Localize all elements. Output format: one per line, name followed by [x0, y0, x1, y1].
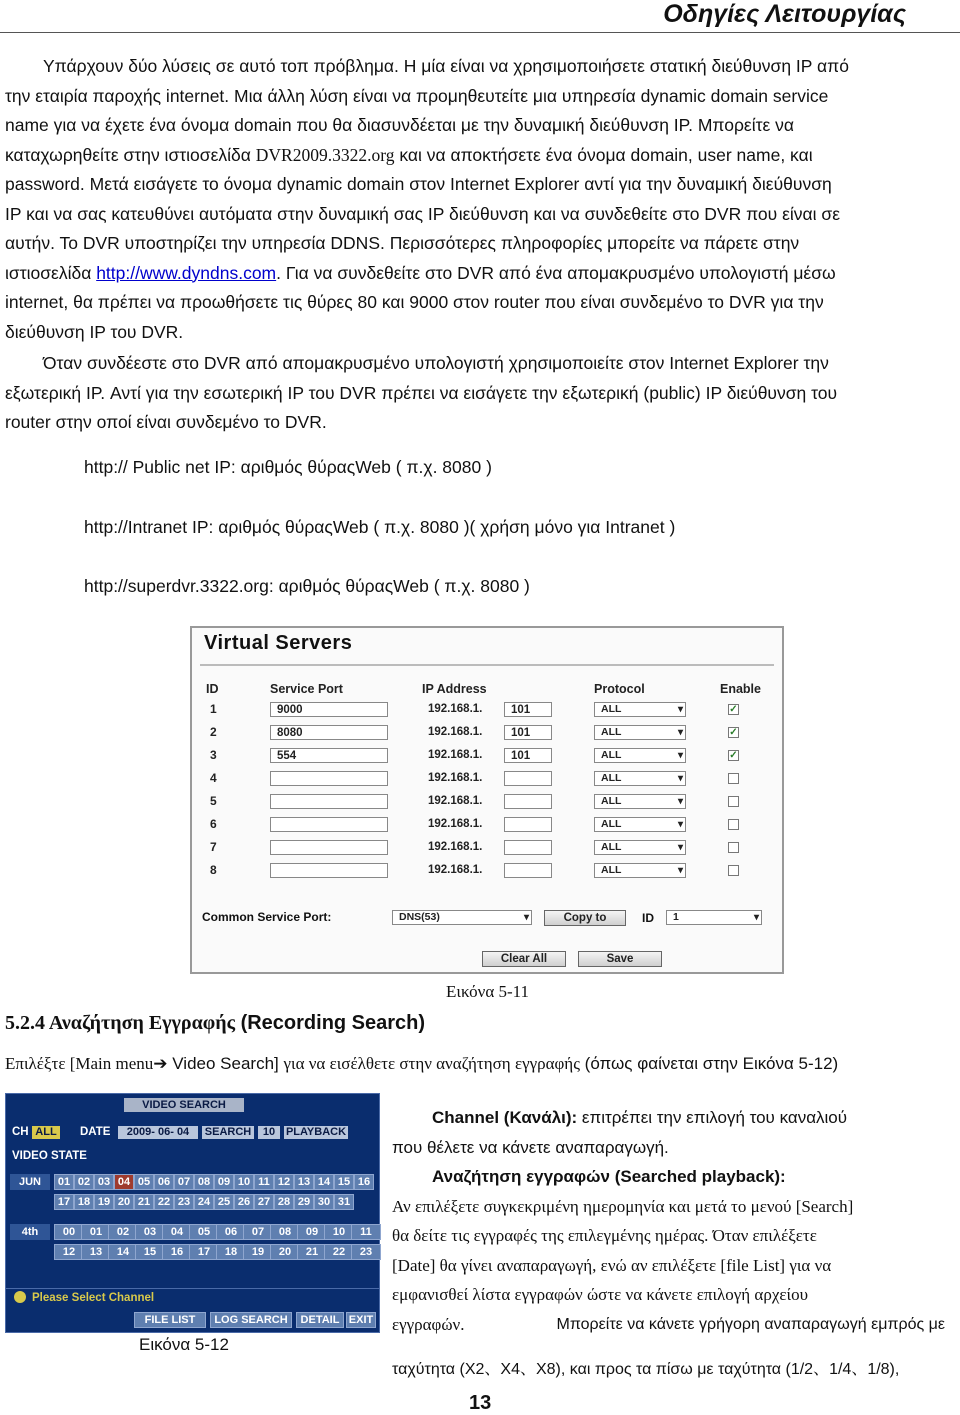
second-paragraph	[5, 349, 958, 438]
row-id: 6	[210, 817, 217, 831]
intro-line: name για να έχετε ένα όνομα domain που θα διασυνδέεται με την δυναμική διεύθυνση IP. Μπορείτε να	[5, 115, 795, 135]
protocol-select[interactable]: ALL ▾	[594, 702, 686, 717]
video-state-label: VIDEO STATE	[12, 1150, 87, 1162]
intro-text: . Για να συνδεθείτε στο DVR από ένα απομακρυσμένο υπολογιστή μέσω	[276, 262, 836, 283]
day-cell[interactable]: 23	[174, 1194, 194, 1210]
hour-cell[interactable]: 17	[189, 1244, 219, 1260]
hour-cell[interactable]: 04	[162, 1224, 192, 1240]
status-text: Please Select Channel	[32, 1292, 155, 1304]
day-cell[interactable]: 24	[194, 1194, 214, 1210]
day-cell[interactable]: 11	[254, 1174, 274, 1190]
url-example: http:// Public net IP: αριθμός θύραςWeb ( π.χ. 8080 )	[84, 457, 492, 477]
day-cell[interactable]: 10	[234, 1174, 254, 1190]
hour-cell[interactable]: 20	[270, 1244, 300, 1260]
intro-line: password. Μετά εισάγετε το όνομα dynamic domain στον Internet Explorer αντί για την δυναμική διεύθυνση	[5, 174, 832, 194]
hour-cell[interactable]: 22	[324, 1244, 354, 1260]
searched-line	[392, 1310, 945, 1340]
right-column-text	[392, 1103, 945, 1339]
row-id: 1	[210, 702, 217, 716]
col-ip-address: IP Address	[422, 682, 487, 696]
day-cell[interactable]: 29	[294, 1194, 314, 1210]
protocol-select[interactable]: ALL ▾	[594, 771, 686, 786]
hour-cell[interactable]: 15	[135, 1244, 165, 1260]
intro-text: καταχωρηθείτε στην ιστιοσελίδα	[5, 144, 256, 165]
ip-last-input[interactable]: 101	[504, 725, 552, 740]
intro-paragraph	[5, 52, 958, 347]
page-header-title: Οδηγίες Λειτουργίας	[663, 0, 906, 28]
row-id: 7	[210, 840, 217, 854]
intro-part: Video Search]	[167, 1054, 284, 1073]
day-cell[interactable]: 17	[54, 1194, 74, 1210]
ip-prefix: 192.168.1.	[428, 841, 483, 853]
hour-cell[interactable]: 09	[297, 1224, 327, 1240]
searched-heading	[392, 1162, 945, 1192]
day-cell[interactable]: 03	[94, 1174, 114, 1190]
hour-field[interactable]: 10	[258, 1126, 280, 1139]
channel-line	[392, 1103, 945, 1133]
col-id: ID	[206, 682, 219, 696]
file-list-button[interactable]: FILE LIST	[134, 1312, 206, 1328]
common-service-port-label: Common Service Port:	[202, 910, 332, 924]
header-divider	[0, 32, 960, 33]
day-cell[interactable]: 05	[134, 1174, 154, 1190]
ip-prefix: 192.168.1.	[428, 703, 483, 715]
figure-caption: Εικόνα 5-11	[446, 982, 530, 1001]
enable-checkbox[interactable]: ✓	[729, 727, 738, 738]
enable-checkbox[interactable]	[728, 865, 739, 876]
day-cell[interactable]: 15	[334, 1174, 354, 1190]
ip-last-input[interactable]	[504, 771, 552, 786]
col-service-port: Service Port	[270, 682, 343, 696]
enable-checkbox[interactable]: ✓	[729, 704, 738, 715]
hour-cell[interactable]: 01	[81, 1224, 111, 1240]
service-port-input[interactable]	[270, 840, 388, 855]
ip-last-input[interactable]: 101	[504, 748, 552, 763]
channel-line: που θέλετε να κάνετε αναπαραγωγή.	[392, 1137, 669, 1157]
section-title-en: (Recording Search)	[235, 1012, 426, 1034]
ip-prefix: 192.168.1.	[428, 795, 483, 807]
hour-cell[interactable]: 13	[81, 1244, 111, 1260]
service-port-input[interactable]: 9000	[270, 702, 388, 717]
dvr-domain: DVR2009.3322.org	[255, 144, 395, 165]
url-example: http://superdvr.3322.org: αριθμός θύραςWeb ( π.χ. 8080 )	[84, 576, 530, 596]
hour-cell[interactable]: 07	[243, 1224, 273, 1240]
day-cell[interactable]: 27	[254, 1194, 274, 1210]
dyndns-link[interactable]: http://www.dyndns.com	[96, 262, 277, 283]
row-id: 3	[210, 748, 217, 762]
searched-text: εγγραφών.	[392, 1314, 465, 1334]
service-port-input[interactable]: 554	[270, 748, 388, 763]
ip-last-input[interactable]	[504, 840, 552, 855]
hour-cell[interactable]: 08	[270, 1224, 300, 1240]
service-port-input[interactable]	[270, 863, 388, 878]
day-cell[interactable]: 21	[134, 1194, 154, 1210]
service-port-input[interactable]	[270, 794, 388, 809]
day-cell[interactable]: 16	[354, 1174, 374, 1190]
day-cell[interactable]: 31	[334, 1194, 354, 1210]
speed-line: ταχύτητα (X2、X4、X8), και προς τα πίσω με ταχύτητα (1/2、1/4、1/8),	[392, 1361, 900, 1378]
exit-button[interactable]: EXIT	[346, 1312, 376, 1328]
searched-line: [Date] θα γίνει αναπαραγωγή, ενώ αν επιλέξετε [file List] για να	[392, 1255, 832, 1275]
searched-line: Αν επιλέξετε συγκεκριμένη ημερομηνία και μετά το μενού [Search]	[392, 1196, 854, 1216]
section-number: 5.2.4	[5, 1012, 49, 1034]
intro-text: και να αποκτήσετε ένα όνομα domain, user name, και	[394, 144, 813, 165]
ip-prefix: 192.168.1.	[428, 864, 483, 876]
ch-label: CH	[12, 1126, 29, 1138]
info-icon	[14, 1291, 26, 1303]
enable-checkbox[interactable]	[728, 842, 739, 853]
intro-line: Υπάρχουν δύο λύσεις σε αυτό τοπ πρόβλημα. Η μία είναι να χρησιμοποιήσετε στατική διεύθυνση IP από	[43, 56, 849, 76]
enable-checkbox[interactable]: ✓	[729, 750, 738, 761]
id-label: ID	[642, 911, 654, 925]
protocol-select[interactable]: ALL ▾	[594, 840, 686, 855]
month-label: JUN	[10, 1174, 50, 1190]
date-field[interactable]: 2009- 06- 04	[118, 1126, 198, 1139]
hour-cell[interactable]: 12	[54, 1244, 84, 1260]
week-label: 4th	[10, 1224, 50, 1240]
ip-prefix: 192.168.1.	[428, 726, 483, 738]
day-cell[interactable]: 04	[114, 1174, 134, 1190]
intro-line: αυτήν. Το DVR υποστηρίζει την υπηρεσία DDNS. Περισσότερες πληροφορίες μπορείτε να πάρετε στην	[5, 233, 800, 253]
row-id: 2	[210, 725, 217, 739]
section-intro	[5, 1054, 838, 1074]
day-cell[interactable]: 25	[214, 1194, 234, 1210]
ip-last-input[interactable]: 101	[504, 702, 552, 717]
day-cell[interactable]: 02	[74, 1174, 94, 1190]
date-label: DATE	[80, 1126, 111, 1138]
ip-prefix: 192.168.1.	[428, 818, 483, 830]
channel-heading: Channel (Κανάλι):	[432, 1108, 582, 1127]
row-id: 4	[210, 771, 217, 785]
section-heading	[5, 1012, 425, 1035]
hour-cell[interactable]: 14	[108, 1244, 138, 1260]
searched-text: Μπορείτε να κάνετε γρήγορη αναπαραγωγή εμπρός με	[556, 1315, 945, 1333]
day-cell[interactable]: 30	[314, 1194, 334, 1210]
day-cell[interactable]: 19	[94, 1194, 114, 1210]
playback-button[interactable]: PLAYBACK	[285, 1126, 347, 1138]
hour-cell[interactable]: 18	[216, 1244, 246, 1260]
video-search-title: VIDEO SEARCH	[124, 1098, 244, 1112]
search-button[interactable]: SEARCH	[202, 1126, 254, 1139]
ip-last-input[interactable]	[504, 817, 552, 832]
protocol-select[interactable]: ALL ▾	[594, 863, 686, 878]
hour-cell[interactable]: 23	[351, 1244, 381, 1260]
ip-prefix: 192.168.1.	[428, 772, 483, 784]
intro-line: internet, θα πρέπει να προωθήσετε τις θύρες 80 και 9000 στον router που είναι συνδεμένο το DVR για την	[5, 292, 824, 312]
clear-all-button[interactable]: Clear All	[482, 951, 566, 967]
common-service-port-select[interactable]: DNS(53) ▾	[392, 910, 532, 925]
intro-line	[5, 141, 958, 171]
ch-select[interactable]: ALL	[32, 1126, 60, 1139]
second-line: εξωτερική IP. Αντί για την εσωτερική IP του DVR πρέπει να εισάγετε την εξωτερική (public) IP διεύθυνση του	[5, 382, 838, 403]
intro-text: ιστιοσελίδα	[5, 262, 97, 283]
hour-cell[interactable]: 11	[351, 1224, 381, 1240]
enable-checkbox[interactable]	[728, 773, 739, 784]
day-cell[interactable]: 28	[274, 1194, 294, 1210]
hour-cell[interactable]: 00	[54, 1224, 84, 1240]
ip-last-input[interactable]	[504, 794, 552, 809]
searched-heading-text: Αναζήτηση εγγραφών (Searched playback):	[432, 1167, 786, 1186]
day-cell[interactable]: 22	[154, 1194, 174, 1210]
copy-to-button[interactable]: Copy to	[544, 910, 626, 926]
save-button[interactable]: Save	[578, 951, 662, 967]
enable-checkbox[interactable]	[728, 819, 739, 830]
day-cell[interactable]: 13	[294, 1174, 314, 1190]
virtual-servers-screenshot	[190, 626, 784, 974]
page-number: 13	[469, 1392, 492, 1414]
channel-text: επιτρέπει την επιλογή του καναλιού	[581, 1108, 848, 1127]
status-divider	[6, 1288, 379, 1289]
id-select[interactable]: 1 ▾	[666, 910, 762, 925]
protocol-select[interactable]: ALL ▾	[594, 794, 686, 809]
hour-cell[interactable]: 03	[135, 1224, 165, 1240]
protocol-select[interactable]: ALL ▾	[594, 748, 686, 763]
ip-prefix: 192.168.1.	[428, 749, 483, 761]
url-example: http://Intranet IP: αριθμός θύραςWeb ( π.χ. 8080 )( χρήση μόνο για Intranet )	[84, 517, 676, 537]
protocol-select[interactable]: ALL ▾	[594, 725, 686, 740]
intro-line	[5, 259, 958, 289]
detail-button[interactable]: DETAIL	[296, 1312, 344, 1328]
virtual-servers-title: Virtual Servers	[204, 632, 353, 654]
hour-cell[interactable]: 05	[189, 1224, 219, 1240]
section-title-greek: Αναζήτηση Εγγραφής	[48, 1012, 236, 1034]
day-cell[interactable]: 12	[274, 1174, 294, 1190]
title-divider	[200, 664, 774, 666]
hour-cell[interactable]: 19	[243, 1244, 273, 1260]
col-enable: Enable	[720, 682, 761, 696]
day-cell[interactable]: 18	[74, 1194, 94, 1210]
day-cell[interactable]: 06	[154, 1174, 174, 1190]
day-cell[interactable]: 26	[234, 1194, 254, 1210]
second-line: Όταν συνδέεστε στο DVR από απομακρυσμένο υπολογιστή χρησιμοποιείτε στον Internet Explorer την	[43, 353, 829, 373]
day-cell[interactable]: 08	[194, 1174, 214, 1190]
searched-line: θα δείτε τις εγγραφές της επιλεγμένης ημέρας. Όταν επιλέξετε	[392, 1226, 817, 1245]
hour-cell[interactable]: 16	[162, 1244, 192, 1260]
video-search-screenshot	[5, 1093, 380, 1333]
hour-cell[interactable]: 21	[297, 1244, 327, 1260]
day-cell[interactable]: 01	[54, 1174, 74, 1190]
log-search-button[interactable]: LOG SEARCH	[210, 1312, 292, 1328]
second-line: router στην οποί είναι συνδεμένο το DVR.	[5, 412, 327, 432]
row-id: 8	[210, 863, 217, 877]
service-port-input[interactable]	[270, 817, 388, 832]
arrow-icon: ➔	[153, 1054, 168, 1073]
searched-line: εμφανισθεί λίστα εγγραφών ώστε να κάνετε επιλογή αρχείου	[392, 1285, 809, 1304]
day-cell[interactable]: 09	[214, 1174, 234, 1190]
intro-line: την εταιρία παροχής internet. Μια άλλη λύση είναι να προμηθευτείτε μια υπηρεσία dynamic domain service	[5, 85, 829, 106]
col-protocol: Protocol	[594, 682, 645, 696]
service-port-input[interactable]	[270, 771, 388, 786]
intro-part: (όπως φαίνεται στην Εικόνα 5-12)	[579, 1054, 839, 1073]
day-cell[interactable]: 14	[314, 1174, 334, 1190]
enable-checkbox[interactable]	[728, 796, 739, 807]
intro-part: για να εισέλθετε στην αναζήτηση εγγραφής	[283, 1054, 580, 1073]
hour-cell[interactable]: 06	[216, 1224, 246, 1240]
hour-cell[interactable]: 02	[108, 1224, 138, 1240]
service-port-input[interactable]: 8080	[270, 725, 388, 740]
intro-line: IP και να σας κατευθύνει αυτόματα στην δυναμική σας IP διεύθυνση και να συνδεθείτε στο DVR που είναι σε	[5, 203, 841, 224]
row-id: 5	[210, 794, 217, 808]
intro-part: Επιλέξτε [Main menu	[5, 1054, 154, 1073]
ip-last-input[interactable]	[504, 863, 552, 878]
day-cell[interactable]: 20	[114, 1194, 134, 1210]
hour-cell[interactable]: 10	[324, 1224, 354, 1240]
figure-caption: Εικόνα 5-12	[139, 1335, 229, 1354]
intro-line: διεύθυνση IP του DVR.	[5, 321, 184, 342]
protocol-select[interactable]: ALL ▾	[594, 817, 686, 832]
day-cell[interactable]: 07	[174, 1174, 194, 1190]
